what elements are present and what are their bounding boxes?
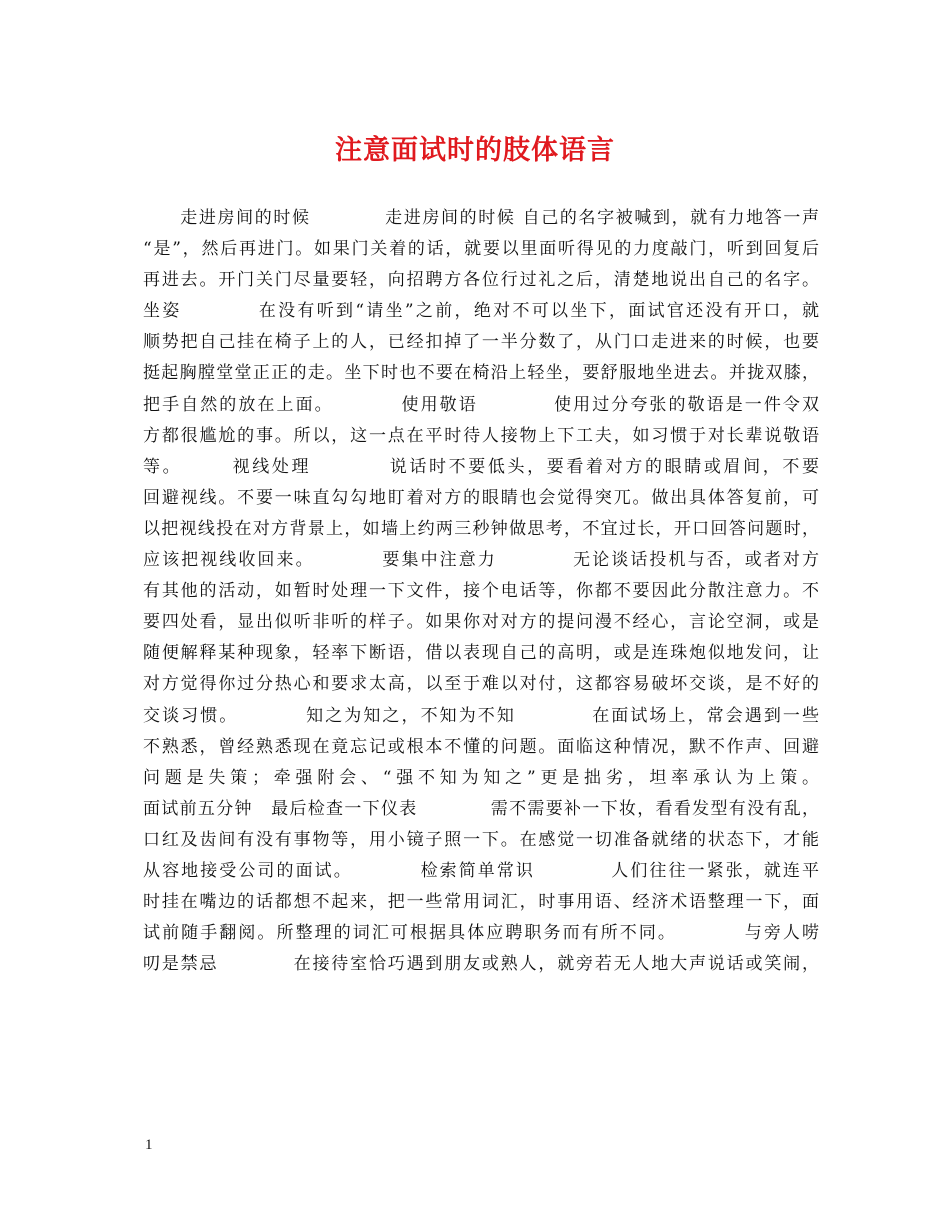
text-line: 口红及齿间有没有事物等，用小镜子照一下。在感觉一切准备就绪的状态下，才能 bbox=[143, 829, 819, 850]
text-line: 问题是失策；牵强附会、“强不知为知之”更是拙劣，坦率承认为上策。 bbox=[143, 767, 819, 788]
text-line: 等。 视线处理 说话时不要低头，要看着对方的眼睛或眉间，不要 bbox=[143, 456, 819, 477]
text-line: 从容地接受公司的面试。 检索简单常识 人们往往一紧张，就连平 bbox=[143, 860, 819, 881]
text-line: 有其他的活动，如暂时处理一下文件，接个电话等，你都不要因此分散注意力。不 bbox=[143, 581, 819, 602]
text-line: 时挂在嘴边的话都想不起来，把一些常用词汇，时事用语、经济术语整理一下，面 bbox=[143, 892, 819, 913]
text-line: 不熟悉，曾经熟悉现在竟忘记或根本不懂的问题。面临这种情况，默不作声、回避 bbox=[143, 736, 819, 757]
text-line: 随便解释某种现象，轻率下断语，借以表现自己的高明，或是连珠炮似地发问，让 bbox=[143, 643, 819, 664]
text-line: 对方觉得你过分热心和要求太高，以至于难以对付，这都容易破坏交谈，是不好的 bbox=[143, 674, 819, 695]
text-line: 挺起胸膛堂堂正正的走。坐下时也不要在椅沿上轻坐，要舒服地坐进去。并拢双膝， bbox=[143, 363, 819, 384]
text-line: 再进去。开门关门尽量要轻，向招聘方各位行过礼之后，清楚地说出自己的名字。 bbox=[143, 270, 819, 291]
text-line: 走进房间的时候 走进房间的时候 自己的名字被喊到，就有力地答一声 bbox=[143, 208, 819, 228]
text-line: 把手自然的放在上面。 使用敬语 使用过分夸张的敬语是一件令双 bbox=[143, 394, 819, 415]
document-body bbox=[143, 203, 819, 980]
text-line: 叨是禁忌 在接待室恰巧遇到朋友或熟人，就旁若无人地大声说话或笑闹， bbox=[143, 954, 819, 975]
text-line: 方都很尴尬的事。所以，这一点在平时待人接物上下工夫，如习惯于对长辈说敬语 bbox=[143, 425, 819, 446]
text-line: 以把视线投在对方背景上，如墙上约两三秒钟做思考，不宜过长，开口回答问题时， bbox=[143, 518, 819, 539]
text-line: 交谈习惯。 知之为知之，不知为不知 在面试场上，常会遇到一些 bbox=[143, 705, 819, 726]
text-line: “是”，然后再进门。如果门关着的话，就要以里面听得见的力度敲门，听到回复后 bbox=[143, 239, 819, 260]
text-line: 要四处看，显出似听非听的样子。如果你对对方的提问漫不经心，言论空洞，或是 bbox=[143, 612, 819, 633]
text-line: 回避视线。不要一味直勾勾地盯着对方的眼睛也会觉得突兀。做出具体答复前，可 bbox=[143, 487, 819, 508]
text-line: 面试前五分钟 最后检查一下仪表 需不需要补一下妆，看看发型有没有乱， bbox=[143, 798, 819, 819]
text-line: 试前随手翻阅。所整理的词汇可根据具体应聘职务而有所不同。 与旁人唠 bbox=[143, 923, 819, 944]
text-line: 坐姿 在没有听到“请坐”之前，绝对不可以坐下，面试官还没有开口，就 bbox=[143, 301, 819, 322]
text-line: 顺势把自己挂在椅子上的人，已经扣掉了一半分数了，从门口走进来的时候，也要 bbox=[143, 332, 819, 353]
document-title: 注意面试时的肢体语言 bbox=[335, 135, 615, 166]
page-number: 1 bbox=[145, 1137, 153, 1153]
text-line: 应该把视线收回来。 要集中注意力 无论谈话投机与否，或者对方 bbox=[143, 550, 819, 571]
